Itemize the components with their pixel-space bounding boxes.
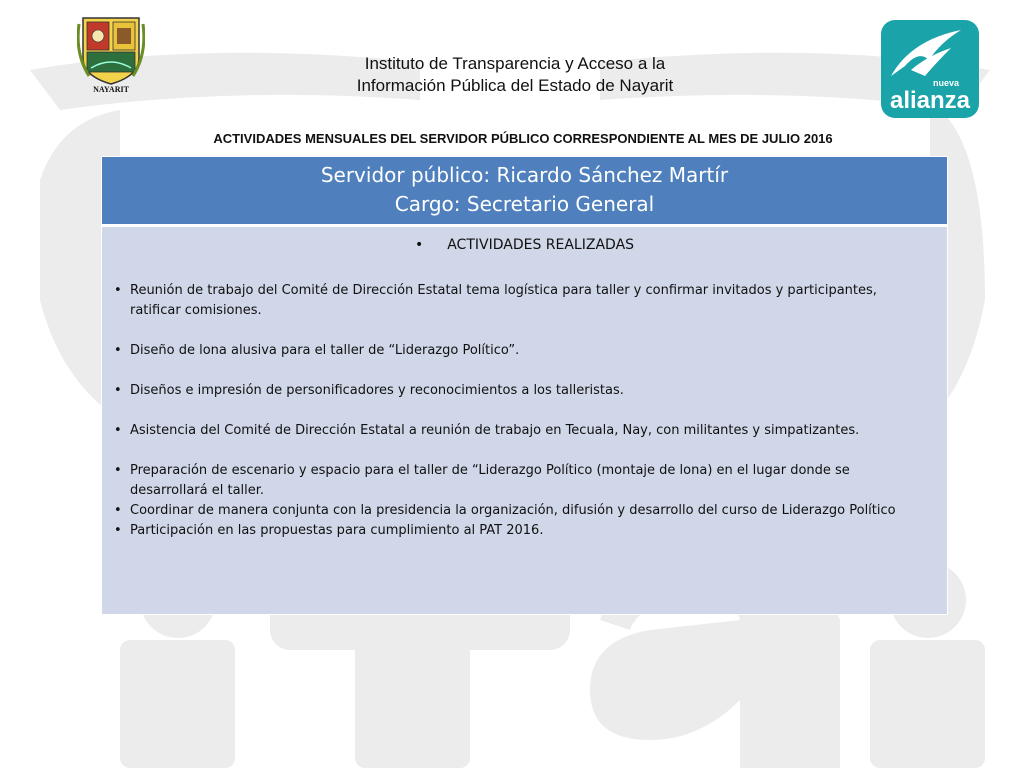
institute-name (280, 53, 750, 97)
activity-text: Participación en las propuestas para cumplimiento al PAT 2016. (130, 523, 544, 538)
activity-text: Diseños e impresión de personificadores y reconocimientos a los talleristas. (130, 383, 624, 398)
activities-list (102, 281, 947, 541)
activity-text: Asistencia del Comité de Dirección Estatal a reunión de trabajo en Tecuala, Nay, con militantes y simpatizantes. (130, 423, 860, 438)
list-item (114, 421, 929, 441)
servidor-name: Servidor público: Ricardo Sánchez Martír (320, 163, 729, 187)
list-item (114, 281, 929, 321)
nueva-alianza-logo (881, 20, 979, 118)
svg-text:alianza: alianza (889, 87, 971, 114)
bullet-dot: • (114, 343, 122, 358)
bullet-dot: • (114, 383, 122, 398)
section-title: ACTIVIDADES REALIZADAS (447, 237, 635, 253)
list-item (114, 381, 929, 401)
svg-text:NAYARIT: NAYARIT (93, 85, 129, 94)
bullet-dot: • (114, 463, 122, 478)
institute-line-2: Información Pública del Estado de Nayarit (356, 76, 674, 95)
activity-text: Coordinar de manera conjunta con la presidencia la organización, difusión y desarrollo del curso de Liderazgo Político (130, 503, 896, 518)
list-item (114, 521, 929, 541)
list-item (114, 501, 929, 521)
bullet-dot: • (114, 523, 122, 538)
card-header (102, 157, 947, 227)
activity-text: Preparación de escenario y espacio para el taller de “Liderazgo Político (montaje de lona) en el lugar donde se desarrollará el taller. (130, 463, 850, 498)
section-bullet: • (414, 237, 424, 253)
list-item (114, 461, 929, 501)
activities-card (101, 156, 948, 615)
section-heading (102, 237, 947, 261)
bullet-dot: • (114, 283, 122, 298)
activity-text: Diseño de lona alusiva para el taller de “Liderazgo Político”. (130, 343, 520, 358)
institute-line-1: Instituto de Transparencia y Acceso a la (364, 54, 666, 73)
report-subtitle: ACTIVIDADES MENSUALES DEL SERVIDOR PÚBLICO CORRESPONDIENTE AL MES DE JULIO 2016 (213, 131, 833, 146)
cargo-title: Cargo: Secretario General (394, 192, 655, 216)
list-item (114, 341, 929, 361)
bullet-dot: • (114, 503, 122, 518)
activity-text: Reunión de trabajo del Comité de Dirección Estatal tema logística para taller y confirmar invitados y participantes, ratificar comisiones. (130, 283, 877, 318)
bullet-dot: • (114, 423, 122, 438)
svg-text:nueva: nueva (932, 78, 959, 88)
nayarit-seal-logo (77, 14, 145, 94)
